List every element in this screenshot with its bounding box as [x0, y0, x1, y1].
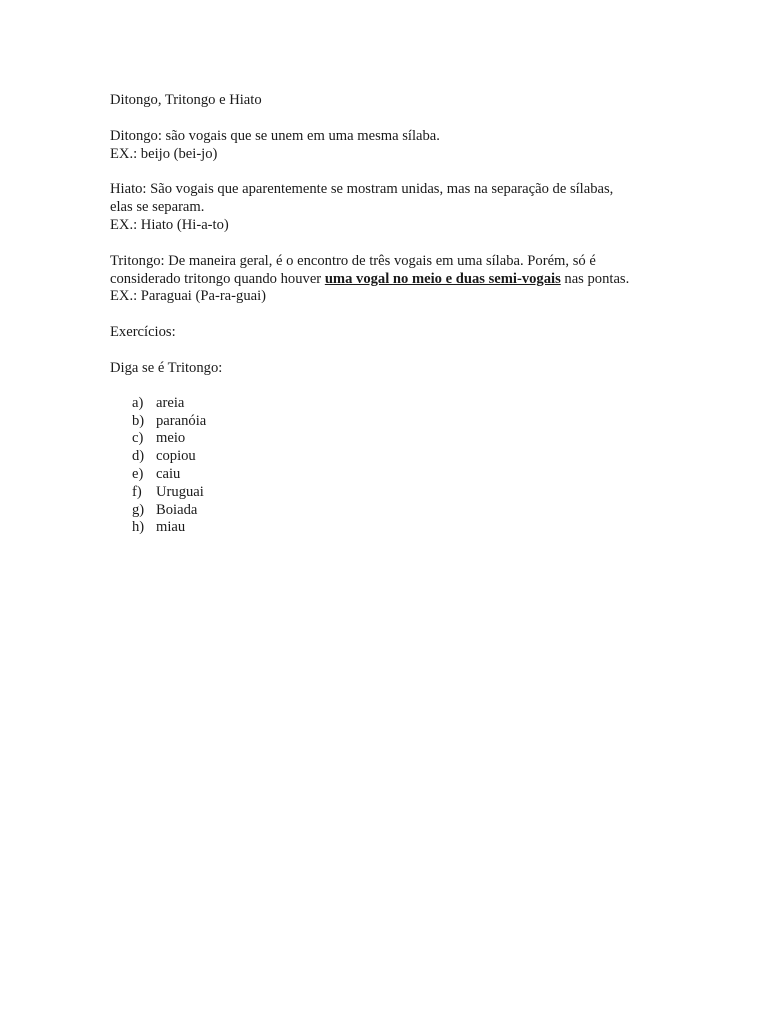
list-item — [132, 502, 670, 520]
list-word: paranóia — [156, 412, 207, 429]
ditongo-definition: Ditongo: são vogais que se unem em uma mesma sílaba. — [110, 127, 440, 144]
list-item — [132, 466, 670, 484]
list-item — [132, 413, 670, 431]
list-word: caiu — [156, 465, 181, 482]
tritongo-emphasis: uma vogal no meio e duas semi-vogais — [324, 270, 561, 287]
list-marker: c) — [132, 430, 144, 447]
list-word: copiou — [156, 448, 196, 465]
list-item — [132, 430, 670, 448]
list-item — [132, 484, 670, 502]
hiato-definition-line1: Hiato: São vogais que aparentemente se mostram unidas, mas na separação de sílabas, — [110, 181, 614, 198]
document-title: Ditongo, Tritongo e Hiato — [110, 92, 262, 108]
list-word: Boiada — [156, 501, 198, 518]
list-marker: a) — [132, 394, 144, 411]
list-marker: e) — [132, 465, 144, 482]
list-word: Uruguai — [156, 483, 204, 500]
list-word: miau — [156, 519, 186, 536]
hiato-definition-line2: elas se separam. — [110, 199, 205, 216]
list-word: meio — [156, 430, 186, 447]
list-marker: d) — [132, 448, 145, 465]
ditongo-example: EX.: beijo (bei-jo) — [110, 145, 218, 162]
list-marker: h) — [132, 519, 145, 536]
ditongo-section — [110, 128, 670, 164]
exercise-instruction: Diga se é Tritongo: — [110, 359, 223, 376]
list-word: areia — [156, 394, 185, 411]
exercises-heading: Exercícios: — [110, 324, 176, 341]
hiato-section — [110, 181, 670, 234]
list-item — [132, 395, 670, 413]
exercise-list — [110, 395, 670, 537]
list-marker: b) — [132, 412, 145, 429]
tritongo-definition-line1: Tritongo: De maneira geral, é o encontro de três vogais em uma sílaba. Porém, só é — [110, 252, 596, 269]
tritongo-section — [110, 253, 670, 306]
tritongo-example: EX.: Paraguai (Pa-ra-guai) — [110, 288, 267, 305]
hiato-example: EX.: Hiato (Hi-a-to) — [110, 216, 229, 233]
list-item — [132, 519, 670, 537]
tritongo-text-before: considerado tritongo quando houver — [110, 270, 325, 287]
list-marker: g) — [132, 501, 145, 518]
tritongo-definition-line2 — [110, 271, 670, 289]
list-marker: f) — [132, 483, 142, 500]
document-body — [110, 92, 670, 537]
tritongo-text-after: nas pontas. — [560, 270, 630, 287]
list-item — [132, 448, 670, 466]
